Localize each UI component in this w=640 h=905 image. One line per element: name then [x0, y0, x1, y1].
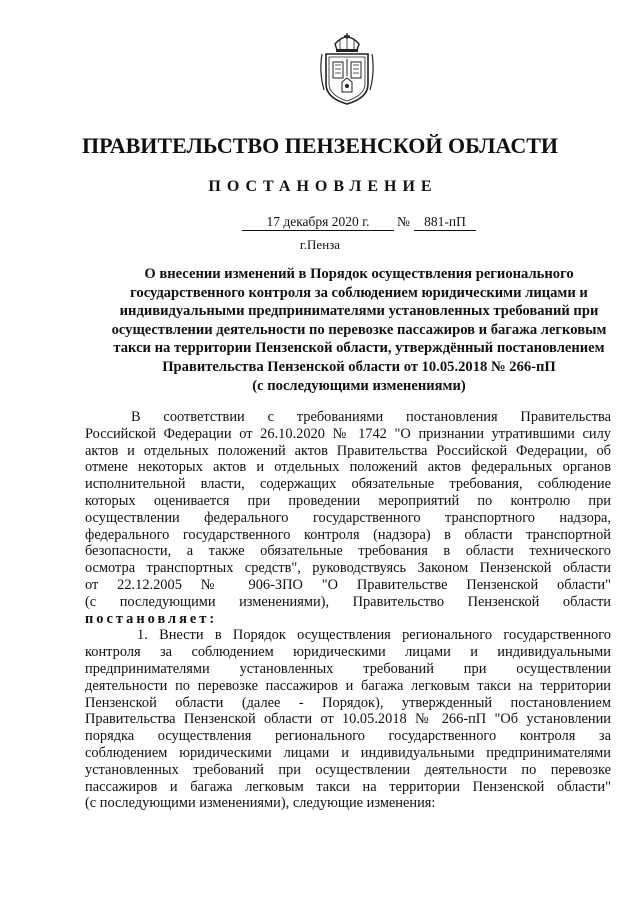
subject-line: осуществлении деятельности по перевозке пассажиров и багажа легковым	[111, 321, 607, 338]
subject-line: государственного контроля за соблюдением юридическими лицами и	[130, 284, 588, 301]
body-line: Правительства Пензенской области от 10.05.2018 № 266-пП "Об установлении	[85, 711, 611, 728]
city: г.Пенза	[299, 237, 341, 252]
body-line: безопасности, а также обязательные требования в области технического	[85, 543, 611, 560]
body-line: порядка осуществления регионального государственного контроля за	[85, 728, 611, 745]
body-line: (с последующими изменениями), Правительство Пензенской области	[85, 593, 611, 610]
subject-line: Правительства Пензенской области от 10.05.2018 № 266-пП	[162, 358, 556, 375]
subject-line: такси на территории Пензенской области, утверждённый постановлением	[113, 340, 605, 357]
body-line: осуществлении федерального государственного транспортного надзора,	[85, 509, 611, 526]
body-line: контроля за соблюдением юридическими лицами и индивидуальными	[85, 644, 611, 661]
body-line: предпринимателями установленных требований при осуществлении	[85, 660, 611, 677]
resolves-line	[85, 611, 611, 628]
body-line: соблюдением юридическими лицами и индивидуальными предпринимателями	[85, 744, 611, 761]
body-line: (с последующими изменениями), следующие изменения:	[85, 795, 436, 812]
body-line: 1. Внести в Порядок осуществления регионального государственного	[137, 627, 611, 644]
decree-date: 17 декабря 2020 г.	[242, 214, 394, 231]
body-line: пассажиров и багажа легковым такси на территории Пензенской области"	[85, 778, 611, 795]
subject-line: (с последующими изменениями)	[252, 377, 466, 394]
resolves-word: постановляет:	[85, 610, 218, 627]
body-line: исполнительной власти, содержащих обязательные требования, соблюдение	[85, 476, 611, 493]
body-line: Пензенской области (далее - Порядок), утвержденный постановлением	[85, 694, 611, 711]
body-line: федерального государственного контроля (надзора) в области транспортной	[85, 526, 611, 543]
body-line: от 22.12.2005 № 906-ЗПО "О Правительстве Пензенской области"	[85, 576, 611, 593]
decree-subject	[78, 265, 640, 395]
body-line: которых оценивается при проведении мероприятий по контролю при	[85, 492, 611, 509]
decree-body	[85, 409, 611, 812]
body-line: деятельности по перевозке пассажиров и багажа легковым такси на территории	[85, 677, 611, 694]
coat-of-arms-icon	[318, 32, 376, 106]
body-line: актов и отдельных положений актов Правительства Российской Федерации, об	[85, 442, 611, 459]
body-line: отмене некоторых актов и отдельных положений актов федеральных органов	[85, 459, 611, 476]
body-line: Российской Федерации от 26.10.2020 № 1742 "О признании утратившими силу	[85, 425, 611, 442]
government-title: ПРАВИТЕЛЬСТВО ПЕНЗЕНСКОЙ ОБЛАСТИ	[82, 133, 558, 158]
subject-line: индивидуальными предпринимателями установленных требований при	[119, 303, 599, 320]
body-line: В соответствии с требованиями постановления Правительства	[131, 409, 611, 425]
body-line: осмотра транспортных средств", руководствуясь Законом Пензенской области	[85, 560, 611, 577]
subject-line: О внесении изменений в Порядок осуществления регионального	[144, 266, 574, 282]
number-sign: №	[397, 214, 410, 229]
body-line: установленных требований при осуществлении деятельности по перевозке	[85, 761, 611, 778]
document-type: ПОСТАНОВЛЕНИЕ	[208, 178, 438, 195]
decree-number: 881-пП	[414, 214, 476, 231]
